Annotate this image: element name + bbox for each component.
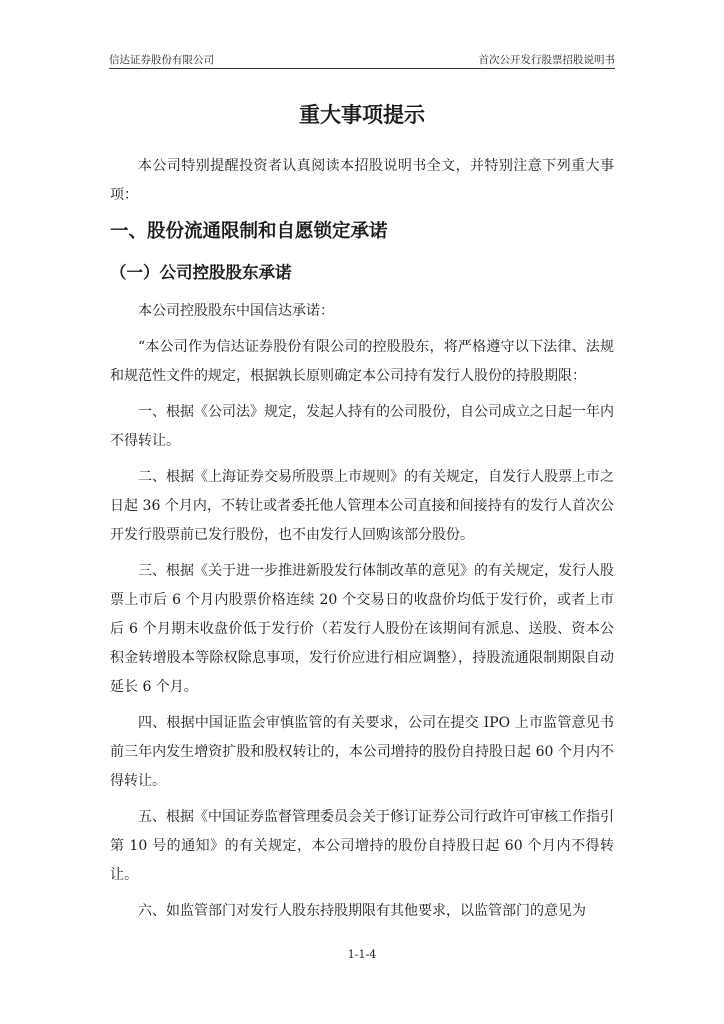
- paragraph-commitment-quote: “本公司作为信达证券股份有限公司的控股股东，将严格遵守以下法律、法规和规范性文件的规定，根据孰长原则确定本公司持有发行人股份的持股期限：: [110, 339, 614, 384]
- page-title: 重大事项提示: [299, 103, 425, 127]
- header-document-name: 首次公开发行股票招股说明书: [478, 54, 615, 66]
- paragraph-item-2: 二、根据《上海证券交易所股票上市规则》的有关规定，自发行人股票上市之日起 36 个月内，不转让或者委托他人管理本公司直接和间接持有的发行人首次公开发行股票前已发行股份，也不由发行人回购该部分股份。: [110, 469, 614, 543]
- paragraph-item-5: 五、根据《中国证券监督管理委员会关于修订证券公司行政许可审核工作指引第 10 号的通知》的有关规定，本公司增持的股份自持股日起 60 个月内不得转让。: [110, 809, 614, 883]
- paragraph-item-1: 一、根据《公司法》规定，发起人持有的公司股份，自公司成立之日起一年内不得转让。: [110, 404, 614, 449]
- paragraph-item-6: 六、如监管部门对发行人股东持股期限有其他要求，以监管部门的意见为: [138, 903, 586, 919]
- page-number: 1-1-4: [347, 948, 377, 961]
- intro-paragraph: 本公司特别提醒投资者认真阅读本招股说明书全文，并特别注意下列重大事项：: [110, 158, 614, 203]
- header-divider: [109, 68, 615, 69]
- paragraph-item-3: 三、根据《关于进一步推进新股发行体制改革的意见》的有关规定，发行人股票上市后 6 个月内股票价格连续 20 个交易日的收盘价均低于发行价，或者上市后 6 个月期末收盘价低于发行价（若发行人股份在该期间有派息、送股、资本公积金转增股本等除权除息事项，发行价应进行相应调整），持股流通限制期限自动延长 6 个月。: [110, 563, 614, 695]
- section-heading-lockup-commitments: 一、股份流通限制和自愿锁定承诺: [110, 221, 388, 242]
- running-header: [109, 53, 615, 67]
- header-company-name: 信达证券股份有限公司: [109, 54, 214, 66]
- paragraph-commitment-intro: 本公司控股股东中国信达承诺：: [138, 303, 334, 319]
- paragraph-item-4: 四、根据中国证监会审慎监管的有关要求，公司在提交 IPO 上市监管意见书前三年内发生增资扩股和股权转让的，本公司增持的股份自持股日起 60 个月内不得转让。: [110, 715, 614, 789]
- page-body: [110, 100, 614, 933]
- subsection-heading-controlling-shareholder: （一）公司控股股东承诺: [110, 263, 292, 282]
